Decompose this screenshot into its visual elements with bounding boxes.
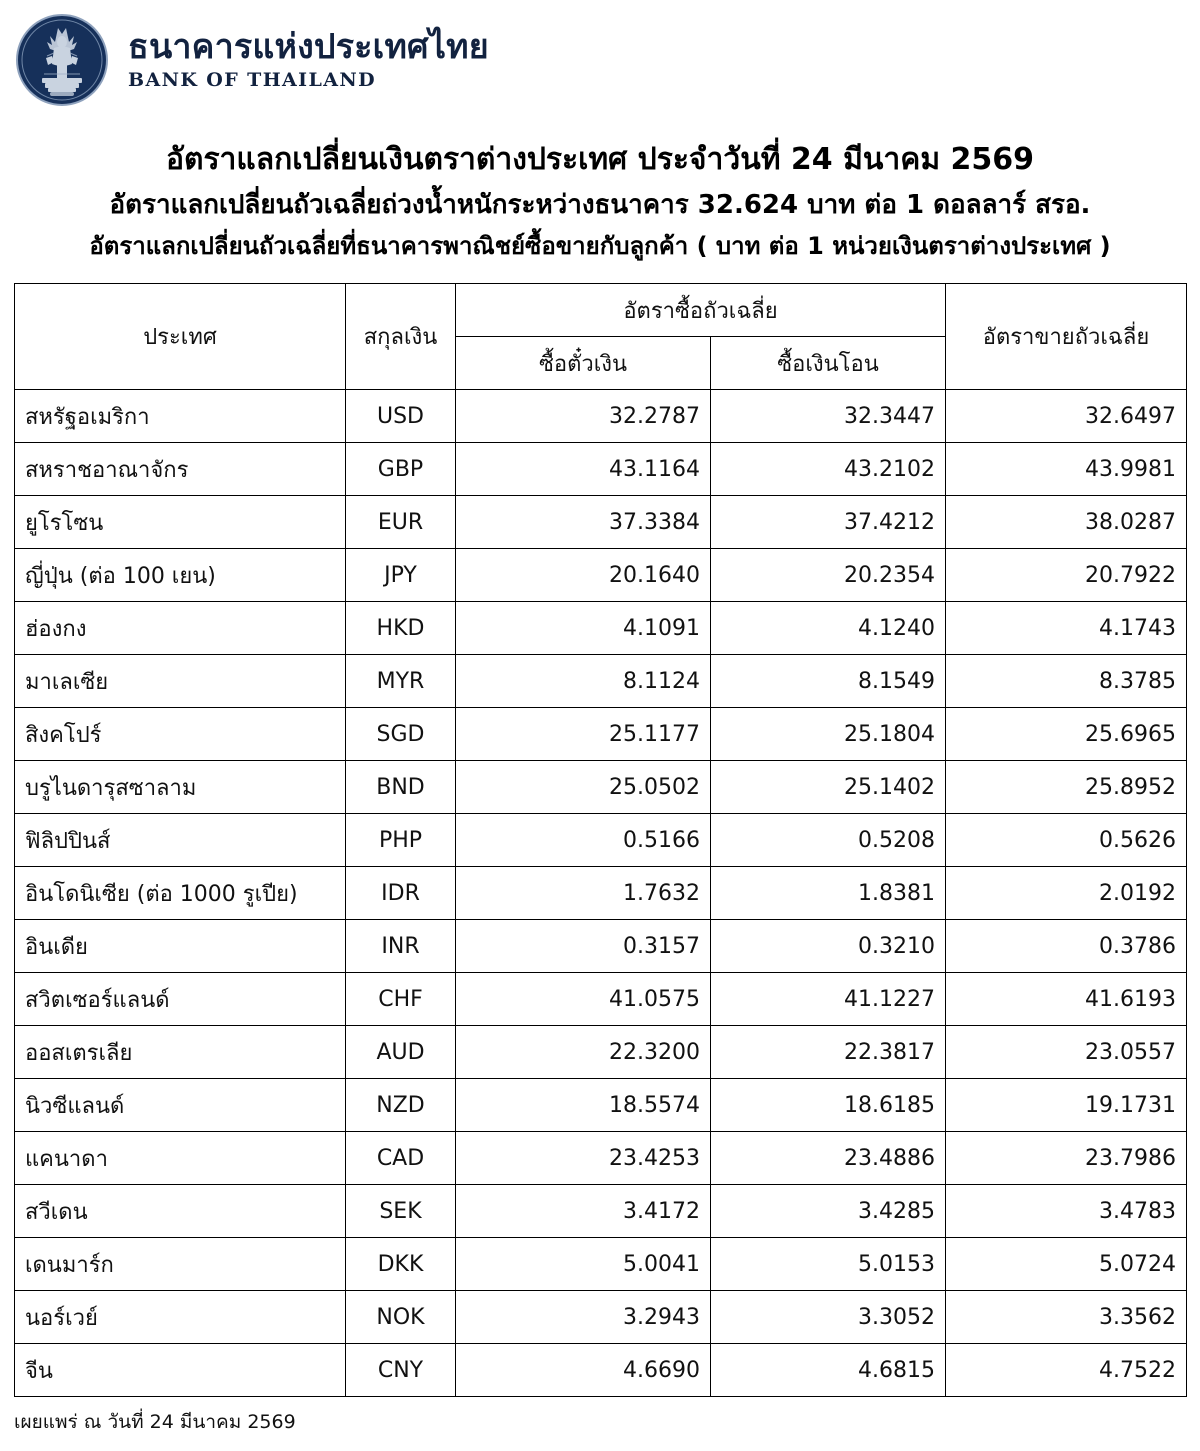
currency-code: HKD [346,602,456,655]
currency-country-name: สิงคโปร์ [15,708,346,761]
sell-average-rate: 32.6497 [946,390,1187,443]
buy-sight-bill-rate: 25.0502 [456,761,711,814]
brand-name-english: BANK OF THAILAND [128,69,377,92]
buy-sight-bill-rate: 32.2787 [456,390,711,443]
sell-average-rate: 20.7922 [946,549,1187,602]
buy-transfer-rate: 0.3210 [711,920,946,973]
table-row [15,1238,1187,1291]
table-row [15,1079,1187,1132]
buy-transfer-rate: 4.1240 [711,602,946,655]
buy-sight-bill-rate: 22.3200 [456,1026,711,1079]
currency-country-name: ออสเตรเลีย [15,1026,346,1079]
table-row [15,655,1187,708]
buy-transfer-rate: 5.0153 [711,1238,946,1291]
table-row [15,1291,1187,1344]
buy-transfer-rate: 32.3447 [711,390,946,443]
buy-transfer-rate: 41.1227 [711,973,946,1026]
currency-code: SGD [346,708,456,761]
sell-average-rate: 23.7986 [946,1132,1187,1185]
page-title-block [0,112,1200,273]
buy-transfer-rate: 37.4212 [711,496,946,549]
currency-country-name: ฮ่องกง [15,602,346,655]
buy-transfer-rate: 4.6815 [711,1344,946,1397]
currency-code: NOK [346,1291,456,1344]
sell-average-rate: 2.0192 [946,867,1187,920]
sell-average-rate: 0.5626 [946,814,1187,867]
currency-code: SEK [346,1185,456,1238]
currency-code: CHF [346,973,456,1026]
buy-sight-bill-rate: 37.3384 [456,496,711,549]
table-row [15,920,1187,973]
buy-sight-bill-rate: 0.3157 [456,920,711,973]
currency-code: CNY [346,1344,456,1397]
buy-sight-bill-rate: 41.0575 [456,973,711,1026]
buy-transfer-rate: 8.1549 [711,655,946,708]
column-header-buy-average: อัตราซื้อถัวเฉลี่ย [456,284,946,337]
buy-sight-bill-rate: 4.1091 [456,602,711,655]
currency-code: AUD [346,1026,456,1079]
currency-code: MYR [346,655,456,708]
table-row [15,602,1187,655]
sell-average-rate: 8.3785 [946,655,1187,708]
currency-country-name: ญี่ปุ่น (ต่อ 100 เยน) [15,549,346,602]
document-header [0,0,1200,112]
currency-country-name: ยูโรโซน [15,496,346,549]
buy-transfer-rate: 20.2354 [711,549,946,602]
buy-transfer-rate: 43.2102 [711,443,946,496]
currency-code: IDR [346,867,456,920]
table-row [15,814,1187,867]
sell-average-rate: 3.4783 [946,1185,1187,1238]
buy-sight-bill-rate: 1.7632 [456,867,711,920]
bank-of-thailand-seal-icon [14,12,110,108]
currency-country-name: มาเลเซีย [15,655,346,708]
table-row [15,973,1187,1026]
sell-average-rate: 3.3562 [946,1291,1187,1344]
table-header [15,284,1187,390]
table-row [15,761,1187,814]
table-row [15,1132,1187,1185]
buy-sight-bill-rate: 8.1124 [456,655,711,708]
currency-code: EUR [346,496,456,549]
sell-average-rate: 23.0557 [946,1026,1187,1079]
published-date: เผยแพร่ ณ วันที่ 24 มีนาคม 2569 [14,1411,296,1434]
buy-transfer-rate: 22.3817 [711,1026,946,1079]
buy-transfer-rate: 23.4886 [711,1132,946,1185]
commercial-bank-average-line: อัตราแลกเปลี่ยนถัวเฉลี่ยที่ธนาคารพาณิชย์ซื้อขายกับลูกค้า ( บาท ต่อ 1 หน่วยเงินตราต่างประเทศ ) [89,231,1111,260]
table-row [15,1026,1187,1079]
currency-code: USD [346,390,456,443]
buy-transfer-rate: 1.8381 [711,867,946,920]
sell-average-rate: 19.1731 [946,1079,1187,1132]
sell-average-rate: 5.0724 [946,1238,1187,1291]
currency-code: NZD [346,1079,456,1132]
buy-sight-bill-rate: 18.5574 [456,1079,711,1132]
currency-code: JPY [346,549,456,602]
currency-country-name: สหราชอาณาจักร [15,443,346,496]
buy-sight-bill-rate: 23.4253 [456,1132,711,1185]
interbank-weighted-average-line: อัตราแลกเปลี่ยนถัวเฉลี่ยถ่วงน้ำหนักระหว่างธนาคาร 32.624 บาท ต่อ 1 ดอลลาร์ สรอ. [109,189,1091,220]
buy-transfer-rate: 25.1402 [711,761,946,814]
currency-code: GBP [346,443,456,496]
currency-code: DKK [346,1238,456,1291]
buy-sight-bill-rate: 5.0041 [456,1238,711,1291]
sell-average-rate: 25.8952 [946,761,1187,814]
table-row [15,708,1187,761]
exchange-rate-table-container [0,273,1200,1397]
sell-average-rate: 41.6193 [946,973,1187,1026]
column-header-country: ประเทศ [15,284,346,390]
buy-sight-bill-rate: 43.1164 [456,443,711,496]
sell-average-rate: 43.9981 [946,443,1187,496]
currency-country-name: ฟิลิปปินส์ [15,814,346,867]
currency-country-name: เดนมาร์ก [15,1238,346,1291]
column-header-sell-average: อัตราขายถัวเฉลี่ย [946,284,1187,390]
table-row [15,549,1187,602]
buy-transfer-rate: 18.6185 [711,1079,946,1132]
currency-country-name: สหรัฐอเมริกา [15,390,346,443]
buy-sight-bill-rate: 3.4172 [456,1185,711,1238]
currency-code: CAD [346,1132,456,1185]
buy-sight-bill-rate: 25.1177 [456,708,711,761]
buy-sight-bill-rate: 20.1640 [456,549,711,602]
table-row [15,443,1187,496]
currency-code: BND [346,761,456,814]
currency-country-name: สวีเดน [15,1185,346,1238]
currency-country-name: นอร์เวย์ [15,1291,346,1344]
buy-transfer-rate: 3.4285 [711,1185,946,1238]
exchange-rate-table [14,283,1187,1397]
table-row [15,1344,1187,1397]
table-row [15,496,1187,549]
currency-country-name: แคนาดา [15,1132,346,1185]
table-row [15,867,1187,920]
sell-average-rate: 0.3786 [946,920,1187,973]
buy-transfer-rate: 3.3052 [711,1291,946,1344]
currency-country-name: อินโดนิเซีย (ต่อ 1000 รูเปีย) [15,867,346,920]
buy-sight-bill-rate: 4.6690 [456,1344,711,1397]
buy-sight-bill-rate: 3.2943 [456,1291,711,1344]
brand-text [128,27,489,93]
currency-code: INR [346,920,456,973]
currency-country-name: บรูไนดารุสซาลาม [15,761,346,814]
buy-transfer-rate: 0.5208 [711,814,946,867]
column-header-buy-sight-bill: ซื้อตั๋วเงิน [456,337,711,390]
currency-country-name: นิวซีแลนด์ [15,1079,346,1132]
currency-country-name: อินเดีย [15,920,346,973]
buy-sight-bill-rate: 0.5166 [456,814,711,867]
sell-average-rate: 25.6965 [946,708,1187,761]
table-body [15,390,1187,1397]
table-row [15,390,1187,443]
column-header-currency: สกุลเงิน [346,284,456,390]
currency-country-name: สวิตเซอร์แลนด์ [15,973,346,1026]
sell-average-rate: 4.1743 [946,602,1187,655]
buy-transfer-rate: 25.1804 [711,708,946,761]
column-header-buy-transfer: ซื้อเงินโอน [711,337,946,390]
table-row [15,1185,1187,1238]
currency-country-name: จีน [15,1344,346,1397]
sell-average-rate: 38.0287 [946,496,1187,549]
brand-name-thai: ธนาคารแห่งประเทศไทย [128,27,489,68]
page-title: อัตราแลกเปลี่ยนเงินตราต่างประเทศ ประจำวันที่ 24 มีนาคม 2569 [165,142,1035,177]
sell-average-rate: 4.7522 [946,1344,1187,1397]
currency-code: PHP [346,814,456,867]
